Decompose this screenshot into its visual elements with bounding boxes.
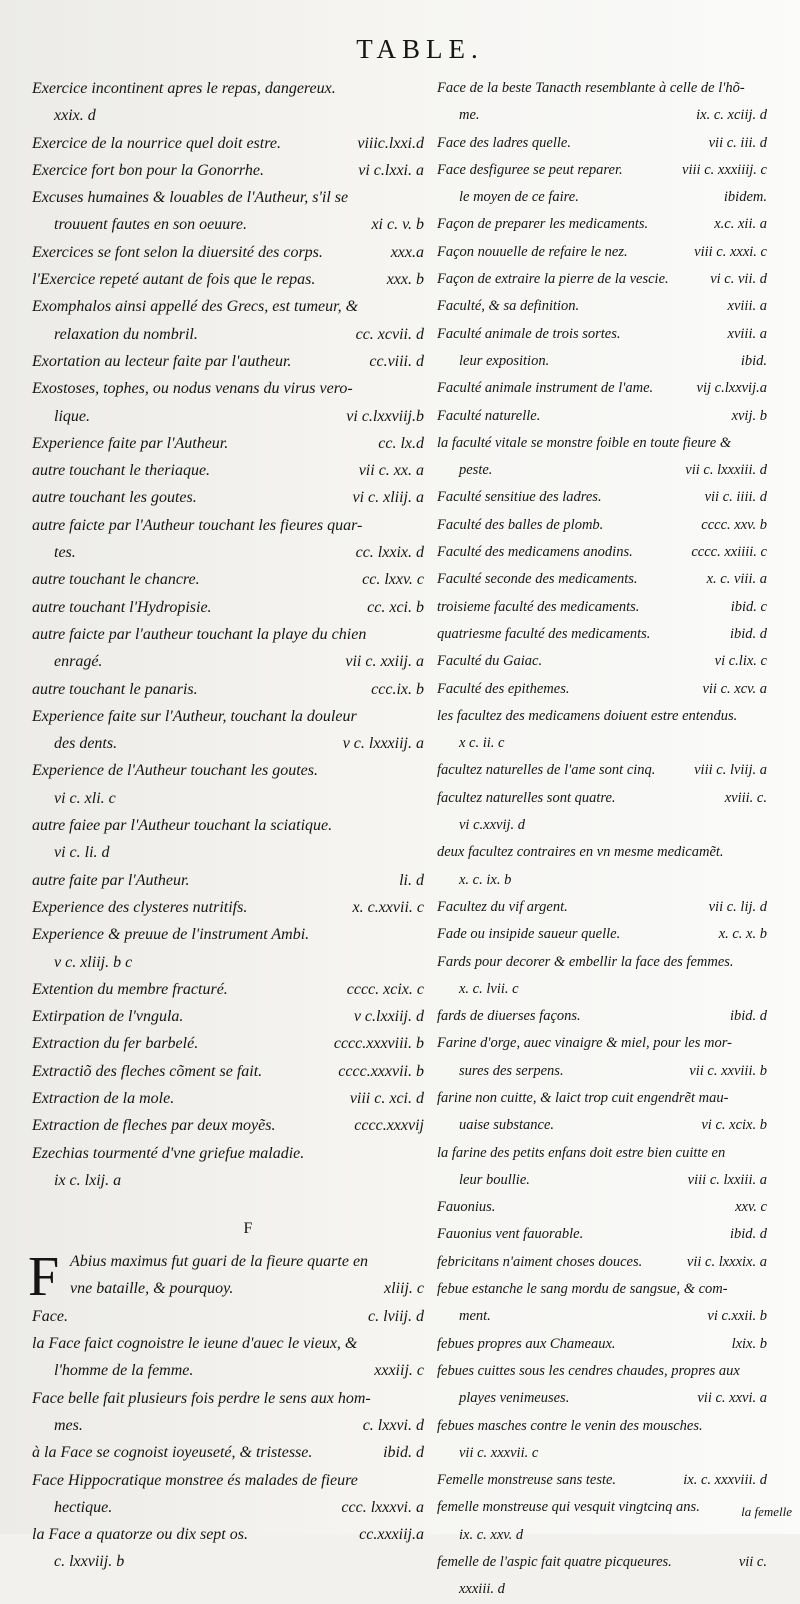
dropcap-line-2 — [32, 1275, 424, 1302]
entry-text: v c. xliij. b c — [54, 953, 133, 971]
index-entry — [437, 403, 767, 430]
index-entry — [437, 512, 767, 539]
entry-text: Excuses humaines & louables de l'Autheur, s'il se — [32, 189, 349, 207]
entry-text: l'homme de la femme. — [54, 1362, 194, 1380]
entry-reference: vii c. xxviii. b — [689, 1062, 767, 1079]
index-entry — [32, 430, 424, 457]
entry-text: Faculté du Gaiac. — [437, 653, 543, 670]
entry-reference: vi c. xcix. b — [701, 1117, 767, 1134]
index-entry — [32, 1140, 424, 1167]
entry-text: Face. — [32, 1307, 68, 1325]
dropcap-letter: F — [28, 1246, 60, 1309]
index-entry — [437, 976, 767, 1003]
index-entry — [32, 102, 424, 129]
index-entry — [437, 1003, 767, 1030]
entry-text: à la Face se cognoist ioyeuseté, & tristesse. — [32, 1444, 313, 1462]
entry-text: facultez naturelles de l'ame sont cinq. — [437, 762, 656, 779]
entry-text: femelle monstreuse qui vesquit vingtcinq ans. — [437, 1499, 700, 1516]
entry-text: ix c. lxij. a — [54, 1171, 122, 1189]
entry-text: vi c.xxvij. d — [459, 817, 526, 834]
index-entry — [32, 867, 424, 894]
catchword: la femelle — [741, 1504, 792, 1519]
entry-reference: vi c.lxxviij.b — [346, 407, 424, 425]
entry-text: Exostoses, tophes, ou nodus venans du virus vero- — [32, 380, 353, 398]
entry-reference: xviii. c. — [724, 789, 767, 806]
entry-reference: xxxiij. c — [374, 1362, 424, 1380]
entry-reference: ibidem. — [723, 189, 767, 206]
index-entry — [32, 211, 424, 238]
entry-text: le moyen de ce faire. — [459, 189, 579, 206]
entry-text: hectique. — [54, 1498, 113, 1516]
entry-text: Experience de l'Autheur touchant les goutes. — [32, 762, 319, 780]
index-entry — [437, 1112, 767, 1139]
entry-text: quatriesme faculté des medicaments. — [437, 625, 651, 642]
entry-text: Extention du membre fracturé. — [32, 980, 228, 998]
entry-text: Faculté sensitiue des ladres. — [437, 489, 602, 506]
entry-text: xxxiii. d — [459, 1581, 505, 1598]
entry-reference: cc.xxxiij.a — [359, 1526, 424, 1544]
entry-text: c. lxxviij. b — [54, 1553, 125, 1571]
entry-text: autre faiee par l'Autheur touchant la sciatique. — [32, 817, 333, 835]
index-entry — [32, 375, 424, 402]
index-entry — [32, 239, 424, 266]
entry-reference: cc. lxxix. d — [355, 544, 424, 562]
entry-text: x c. ii. c — [459, 735, 505, 752]
index-entry — [437, 594, 767, 621]
index-entry — [32, 1030, 424, 1057]
entry-text: Experience & preuue de l'instrument Ambi. — [32, 926, 310, 944]
index-entry — [437, 703, 767, 730]
entry-reference: x. c. viii. a — [706, 571, 767, 588]
entry-text: Face de la beste Tanacth resemblante à celle de l'hõ- — [437, 80, 745, 96]
entry-reference: c. lxxvi. d — [362, 1416, 424, 1434]
index-entry — [437, 676, 767, 703]
index-entry — [437, 484, 767, 511]
entry-reference: cccc. xxv. b — [701, 516, 767, 533]
entry-text: leur boullie. — [459, 1171, 530, 1188]
entry-text: Experience des clysteres nutritifs. — [32, 898, 248, 916]
entry-text: enragé. — [54, 653, 103, 671]
entry-text: Faculté des medicamens anodins. — [437, 544, 633, 561]
entry-text: tes. — [54, 544, 76, 562]
index-entry — [32, 403, 424, 430]
entry-reference: ix. c. xxxviii. d — [683, 1472, 767, 1489]
entry-text: autre faicte par l'autheur touchant la playe du chien — [32, 625, 367, 643]
index-entry — [437, 1331, 767, 1358]
entry-text: la faculté vitale se monstre foible en toute fieure & — [437, 434, 732, 451]
entry-reference: cc. lx.d — [378, 434, 424, 452]
index-entry — [32, 539, 424, 566]
index-entry — [437, 621, 767, 648]
entry-text: les facultez des medicamens doiuent estre entendus. — [437, 707, 738, 724]
entry-text: Exortation au lecteur faite par l'autheur. — [32, 352, 292, 370]
index-entry — [437, 566, 767, 593]
index-entry — [32, 1548, 424, 1575]
index-entry — [32, 75, 424, 102]
entry-reference: vii c. lxxxix. a — [686, 1253, 767, 1270]
entry-text: sures des serpens. — [459, 1062, 564, 1079]
entry-text: la Face faict cognoistre le ieune d'auec le vieux, & — [32, 1335, 358, 1353]
index-entry — [437, 375, 767, 402]
entry-text: febues cuittes sous les cendres chaudes, propres aux — [437, 1362, 740, 1379]
index-entry — [32, 594, 424, 621]
index-entry — [32, 1521, 424, 1548]
index-entry — [437, 1440, 767, 1467]
index-entry — [32, 566, 424, 593]
index-entry — [437, 867, 767, 894]
entry-text: leur exposition. — [459, 352, 550, 369]
entry-reference: xviii. a — [727, 325, 767, 342]
entry-reference: x.c. xii. a — [714, 216, 767, 233]
index-entry — [437, 1549, 767, 1576]
entry-text: Facultez du vif argent. — [437, 898, 568, 915]
entry-text: Extractiõ des fleches cõment se fait. — [32, 1062, 263, 1080]
entry-text: lique. — [54, 407, 90, 425]
entry-text: deux facultez contraires en vn mesme medicamẽt. — [437, 844, 724, 861]
index-entry — [32, 676, 424, 703]
entry-reference: ibid. — [740, 352, 767, 369]
entry-reference: ibid. d — [729, 625, 767, 642]
entry-reference: viii c. lviij. a — [694, 762, 767, 779]
index-entry — [437, 130, 767, 157]
entry-reference: vii c. xx. a — [358, 462, 424, 480]
entry-text: autre touchant le panaris. — [32, 680, 198, 698]
index-entry — [437, 266, 767, 293]
index-entry — [32, 812, 424, 839]
entry-reference: x. c.xxvii. c — [352, 898, 424, 916]
dropcap-line-1-text: Abius maximus fut guari de la fieure quarte en — [70, 1253, 369, 1271]
entry-reference: vij c.lxxvij.a — [696, 380, 767, 397]
entry-text: la Face a quatorze ou dix sept os. — [32, 1526, 248, 1544]
index-entry — [437, 1467, 767, 1494]
entry-reference: viii c. xxxiiij. c — [682, 161, 767, 178]
entry-text: farine non cuitte, & laict trop cuit engendrẽt mau- — [437, 1089, 729, 1106]
entry-text: Faculté des epithemes. — [437, 680, 570, 697]
entry-text: Face desfiguree se peut reparer. — [437, 161, 623, 178]
entry-reference: viii c. xxxi. c — [694, 243, 767, 260]
index-entry — [437, 75, 767, 102]
index-entry — [32, 1494, 424, 1521]
index-entry — [32, 1058, 424, 1085]
entry-text: trouuent fautes en son oeuure. — [54, 216, 248, 234]
entry-text: autre touchant l'Hydropisie. — [32, 598, 212, 616]
index-entry — [437, 211, 767, 238]
entry-reference: cccc.xxxviii. b — [333, 1035, 424, 1053]
entry-reference: ibid. d — [383, 1444, 424, 1462]
entry-reference: cccc.xxxvij — [354, 1117, 424, 1135]
entry-text: Extraction de fleches par deux moyẽs. — [32, 1117, 276, 1135]
index-entry — [32, 894, 424, 921]
entry-text: Face belle fait plusieurs fois perdre le sens aux hom- — [32, 1389, 371, 1407]
entry-text: playes venimeuses. — [459, 1390, 570, 1407]
entry-reference: vi c.lix. c — [714, 653, 767, 670]
index-entry — [32, 1303, 424, 1330]
entry-reference: vii c. xxvi. a — [697, 1390, 767, 1407]
entry-text: Faculté animale de trois sortes. — [437, 325, 621, 342]
entry-text: Faculté, & sa definition. — [437, 298, 580, 315]
entry-reference: ccc. lxxxvi. a — [341, 1498, 424, 1516]
index-entry — [437, 430, 767, 457]
index-entry — [437, 1058, 767, 1085]
entry-text: femelle de l'aspic fait quatre picqueures. — [437, 1554, 672, 1571]
index-entry — [32, 921, 424, 948]
index-entry — [32, 512, 424, 539]
entry-reference: xviii. a — [727, 298, 767, 315]
right-column — [437, 75, 767, 1604]
entry-text: vi c. xli. c — [54, 789, 116, 807]
index-entry — [32, 348, 424, 375]
index-entry — [437, 894, 767, 921]
entry-text: Ezechias tourmenté d'vne griefue maladie. — [32, 1144, 305, 1162]
index-entry — [437, 1494, 767, 1521]
index-entry — [437, 1413, 767, 1440]
index-entry — [32, 703, 424, 730]
index-entry — [437, 321, 767, 348]
entry-text: peste. — [459, 462, 493, 479]
entry-reference: xvij. b — [731, 407, 767, 424]
entry-reference: c. lviij. d — [368, 1307, 424, 1325]
entry-text: relaxation du nombril. — [54, 325, 198, 343]
entry-text: autre faicte par l'Autheur touchant les fieures quar- — [32, 516, 363, 534]
index-entry — [437, 457, 767, 484]
entry-text: vii c. xxxvii. c — [459, 1444, 539, 1461]
entry-text: autre faite par l'Autheur. — [32, 871, 190, 889]
entry-text: Extirpation de l'vngula. — [32, 1008, 184, 1026]
entry-reference: cccc. xcix. c — [346, 980, 424, 998]
index-entry — [32, 130, 424, 157]
entry-text: Faculté naturelle. — [437, 407, 541, 424]
entry-text: mes. — [54, 1416, 83, 1434]
entry-text: Farine d'orge, auec vinaigre & miel, pour les mor- — [437, 1035, 732, 1052]
index-entry — [32, 839, 424, 866]
entry-text: xxix. d — [54, 107, 96, 125]
index-entry — [32, 1357, 424, 1384]
index-entry — [32, 1112, 424, 1139]
index-entry — [32, 1412, 424, 1439]
entry-text: Fade ou insipide saueur quelle. — [437, 926, 621, 943]
entry-text: uaise substance. — [459, 1117, 555, 1134]
page-title: TABLE. — [356, 34, 484, 64]
index-entry — [32, 757, 424, 784]
entry-text: x. c. ix. b — [459, 871, 512, 888]
entry-reference: li. d — [399, 871, 424, 889]
entry-reference: viiic.lxxi.d — [357, 134, 424, 152]
entry-text: troisieme faculté des medicaments. — [437, 598, 640, 615]
entry-reference: ccc.ix. b — [371, 680, 424, 698]
index-entry — [32, 1467, 424, 1494]
index-entry — [32, 1330, 424, 1357]
index-entry — [437, 184, 767, 211]
index-entry — [437, 102, 767, 129]
entry-reference: xxx. b — [386, 271, 424, 289]
entry-text: Face des ladres quelle. — [437, 134, 571, 151]
entry-text: autre touchant les goutes. — [32, 489, 197, 507]
index-entry — [437, 921, 767, 948]
index-entry — [437, 785, 767, 812]
index-entry — [32, 1385, 424, 1412]
entry-reference: ix. c. xciij. d — [696, 107, 767, 124]
entry-text: febues propres aux Chameaux. — [437, 1335, 616, 1352]
entry-reference: xi c. v. b — [371, 216, 424, 234]
entry-reference: vii c. lxxxiii. d — [685, 462, 767, 479]
entry-reference: xxx.a — [390, 243, 424, 261]
entry-text: Face Hippocratique monstree és malades de fieure — [32, 1471, 358, 1489]
entry-text: x. c. lvii. c — [459, 980, 519, 997]
entry-reference: cc.viii. d — [369, 352, 424, 370]
entry-text: Exercice de la nourrice quel doit estre. — [32, 134, 281, 152]
entry-text: des dents. — [54, 735, 118, 753]
entry-text: Fauonius vent fauorable. — [437, 1226, 584, 1243]
index-entry — [32, 484, 424, 511]
index-entry — [437, 239, 767, 266]
index-entry — [32, 1085, 424, 1112]
entry-reference: ibid. d — [729, 1008, 767, 1025]
left-entries-top — [32, 75, 424, 1194]
entry-text: Exercice fort bon pour la Gonorrhe. — [32, 161, 264, 179]
entry-text: febues masches contre le venin des mousches. — [437, 1417, 703, 1434]
entry-text: Extraction du fer barbelé. — [32, 1035, 199, 1053]
index-entry — [32, 785, 424, 812]
entry-reference: v c. lxxxiij. a — [342, 735, 424, 753]
index-entry — [32, 976, 424, 1003]
index-entry — [437, 157, 767, 184]
entry-reference: viii c. xci. d — [349, 1089, 424, 1107]
index-entry — [32, 1003, 424, 1030]
entry-reference: cc. xci. b — [367, 598, 424, 616]
index-entry — [437, 839, 767, 866]
entry-reference: vii c. xcv. a — [702, 680, 767, 697]
entry-reference: vi c. xliij. a — [352, 489, 424, 507]
entry-reference: vii c. iiii. d — [704, 489, 767, 506]
index-entry — [437, 348, 767, 375]
index-entry — [437, 1358, 767, 1385]
entry-reference: ibid. c — [730, 598, 767, 615]
entry-reference: v c.lxxiij. d — [353, 1008, 424, 1026]
entry-text: Experience faite par l'Autheur. — [32, 434, 229, 452]
entry-text: vi c. li. d — [54, 844, 110, 862]
entry-text: autre touchant le chancre. — [32, 571, 200, 589]
entry-reference: ibid. d — [729, 1226, 767, 1243]
index-entry — [32, 730, 424, 757]
entry-text: Femelle monstreuse sans teste. — [437, 1472, 617, 1489]
index-entry — [437, 812, 767, 839]
entry-text: autre touchant le theriaque. — [32, 462, 211, 480]
section-letter: F — [243, 1220, 253, 1238]
left-entries-bottom — [32, 1303, 424, 1576]
entry-text: fards de diuerses façons. — [437, 1008, 581, 1025]
entry-reference: xxv. c — [735, 1199, 767, 1216]
dropcap-ref: xliij. c — [384, 1280, 424, 1298]
entry-reference: vi c. vii. d — [710, 271, 767, 288]
index-entry — [437, 1194, 767, 1221]
index-entry — [437, 1576, 767, 1603]
entry-text: Exercice incontinent apres le repas, dangereux. — [32, 80, 336, 97]
index-entry — [32, 648, 424, 675]
index-entry — [437, 757, 767, 784]
entry-reference: cc. lxxv. c — [362, 571, 424, 589]
index-entry — [32, 266, 424, 293]
index-entry — [437, 730, 767, 757]
index-entry — [437, 539, 767, 566]
entry-text: Faculté des balles de plomb. — [437, 516, 604, 533]
index-entry — [437, 293, 767, 320]
entry-text: Fards pour decorer & embellir la face des femmes. — [437, 953, 734, 970]
index-entry — [437, 1221, 767, 1248]
index-entry — [437, 1276, 767, 1303]
index-entry — [32, 157, 424, 184]
left-column — [28, 75, 424, 1576]
index-entry — [437, 1167, 767, 1194]
index-entry — [32, 457, 424, 484]
dropcap-line-2-text: vne bataille, & pourquoy. — [70, 1280, 234, 1298]
entry-text: febricitans n'aiment choses douces. — [437, 1253, 643, 1270]
index-entry — [437, 1030, 767, 1057]
entry-text: l'Exercice repeté autant de fois que le repas. — [32, 271, 316, 289]
entry-text: facultez naturelles sont quatre. — [437, 789, 616, 806]
index-entry — [32, 621, 424, 648]
index-entry — [32, 1439, 424, 1466]
entry-reference: vii c. — [738, 1554, 767, 1571]
entry-text: Façon nouuelle de refaire le nez. — [437, 243, 628, 260]
entry-text: Façon de preparer les medicaments. — [437, 216, 649, 233]
entry-text: ix. c. xxv. d — [459, 1526, 524, 1543]
index-entry — [437, 648, 767, 675]
entry-reference: cccc. xxiiii. c — [691, 544, 767, 561]
index-entry — [437, 1249, 767, 1276]
entry-text: ment. — [459, 1308, 491, 1325]
entry-text: Exercices se font selon la diuersité des corps. — [32, 243, 323, 261]
entry-reference: x. c. x. b — [718, 926, 767, 943]
entry-reference: viii c. lxxiii. a — [687, 1171, 767, 1188]
entry-text: febue estanche le sang mordu de sangsue, & com- — [437, 1281, 728, 1298]
entry-text: Façon de extraire la pierre de la vescie. — [437, 271, 669, 288]
index-entry — [32, 321, 424, 348]
index-entry — [437, 949, 767, 976]
entry-text: la farine des petits enfans doit estre bien cuitte en — [437, 1144, 726, 1161]
dropcap-line-1 — [32, 1248, 424, 1275]
entry-text: Experience faite sur l'Autheur, touchant la douleur — [32, 707, 357, 725]
index-entry — [437, 1140, 767, 1167]
entry-reference: cccc.xxxvii. b — [338, 1062, 424, 1080]
index-entry — [437, 1522, 767, 1549]
index-entry — [437, 1385, 767, 1412]
entry-text: Extraction de la mole. — [32, 1089, 175, 1107]
entry-text: Faculté seconde des medicaments. — [437, 571, 638, 588]
entry-reference: lxix. b — [731, 1335, 767, 1352]
entry-text: Exomphalos ainsi appellé des Grecs, est tumeur, & — [32, 298, 359, 316]
entry-reference: vi c.xxii. b — [707, 1308, 767, 1325]
entry-reference: cc. xcvii. d — [355, 325, 424, 343]
index-entry — [32, 1167, 424, 1194]
index-entry — [32, 184, 424, 211]
index-entry — [32, 949, 424, 976]
entry-reference: vii c. lij. d — [708, 898, 767, 915]
entry-text: Faculté animale instrument de l'ame. — [437, 380, 654, 397]
dropcap-entry — [28, 1246, 424, 1309]
entry-text: me. — [459, 107, 480, 124]
entry-reference: vi c.lxxi. a — [358, 161, 424, 179]
index-entry — [437, 1085, 767, 1112]
entry-reference: vii c. xxiij. a — [345, 653, 424, 671]
entry-reference: vii c. iii. d — [708, 134, 767, 151]
index-entry — [437, 1303, 767, 1330]
index-entry — [32, 293, 424, 320]
entry-text: Fauonius. — [437, 1199, 496, 1216]
